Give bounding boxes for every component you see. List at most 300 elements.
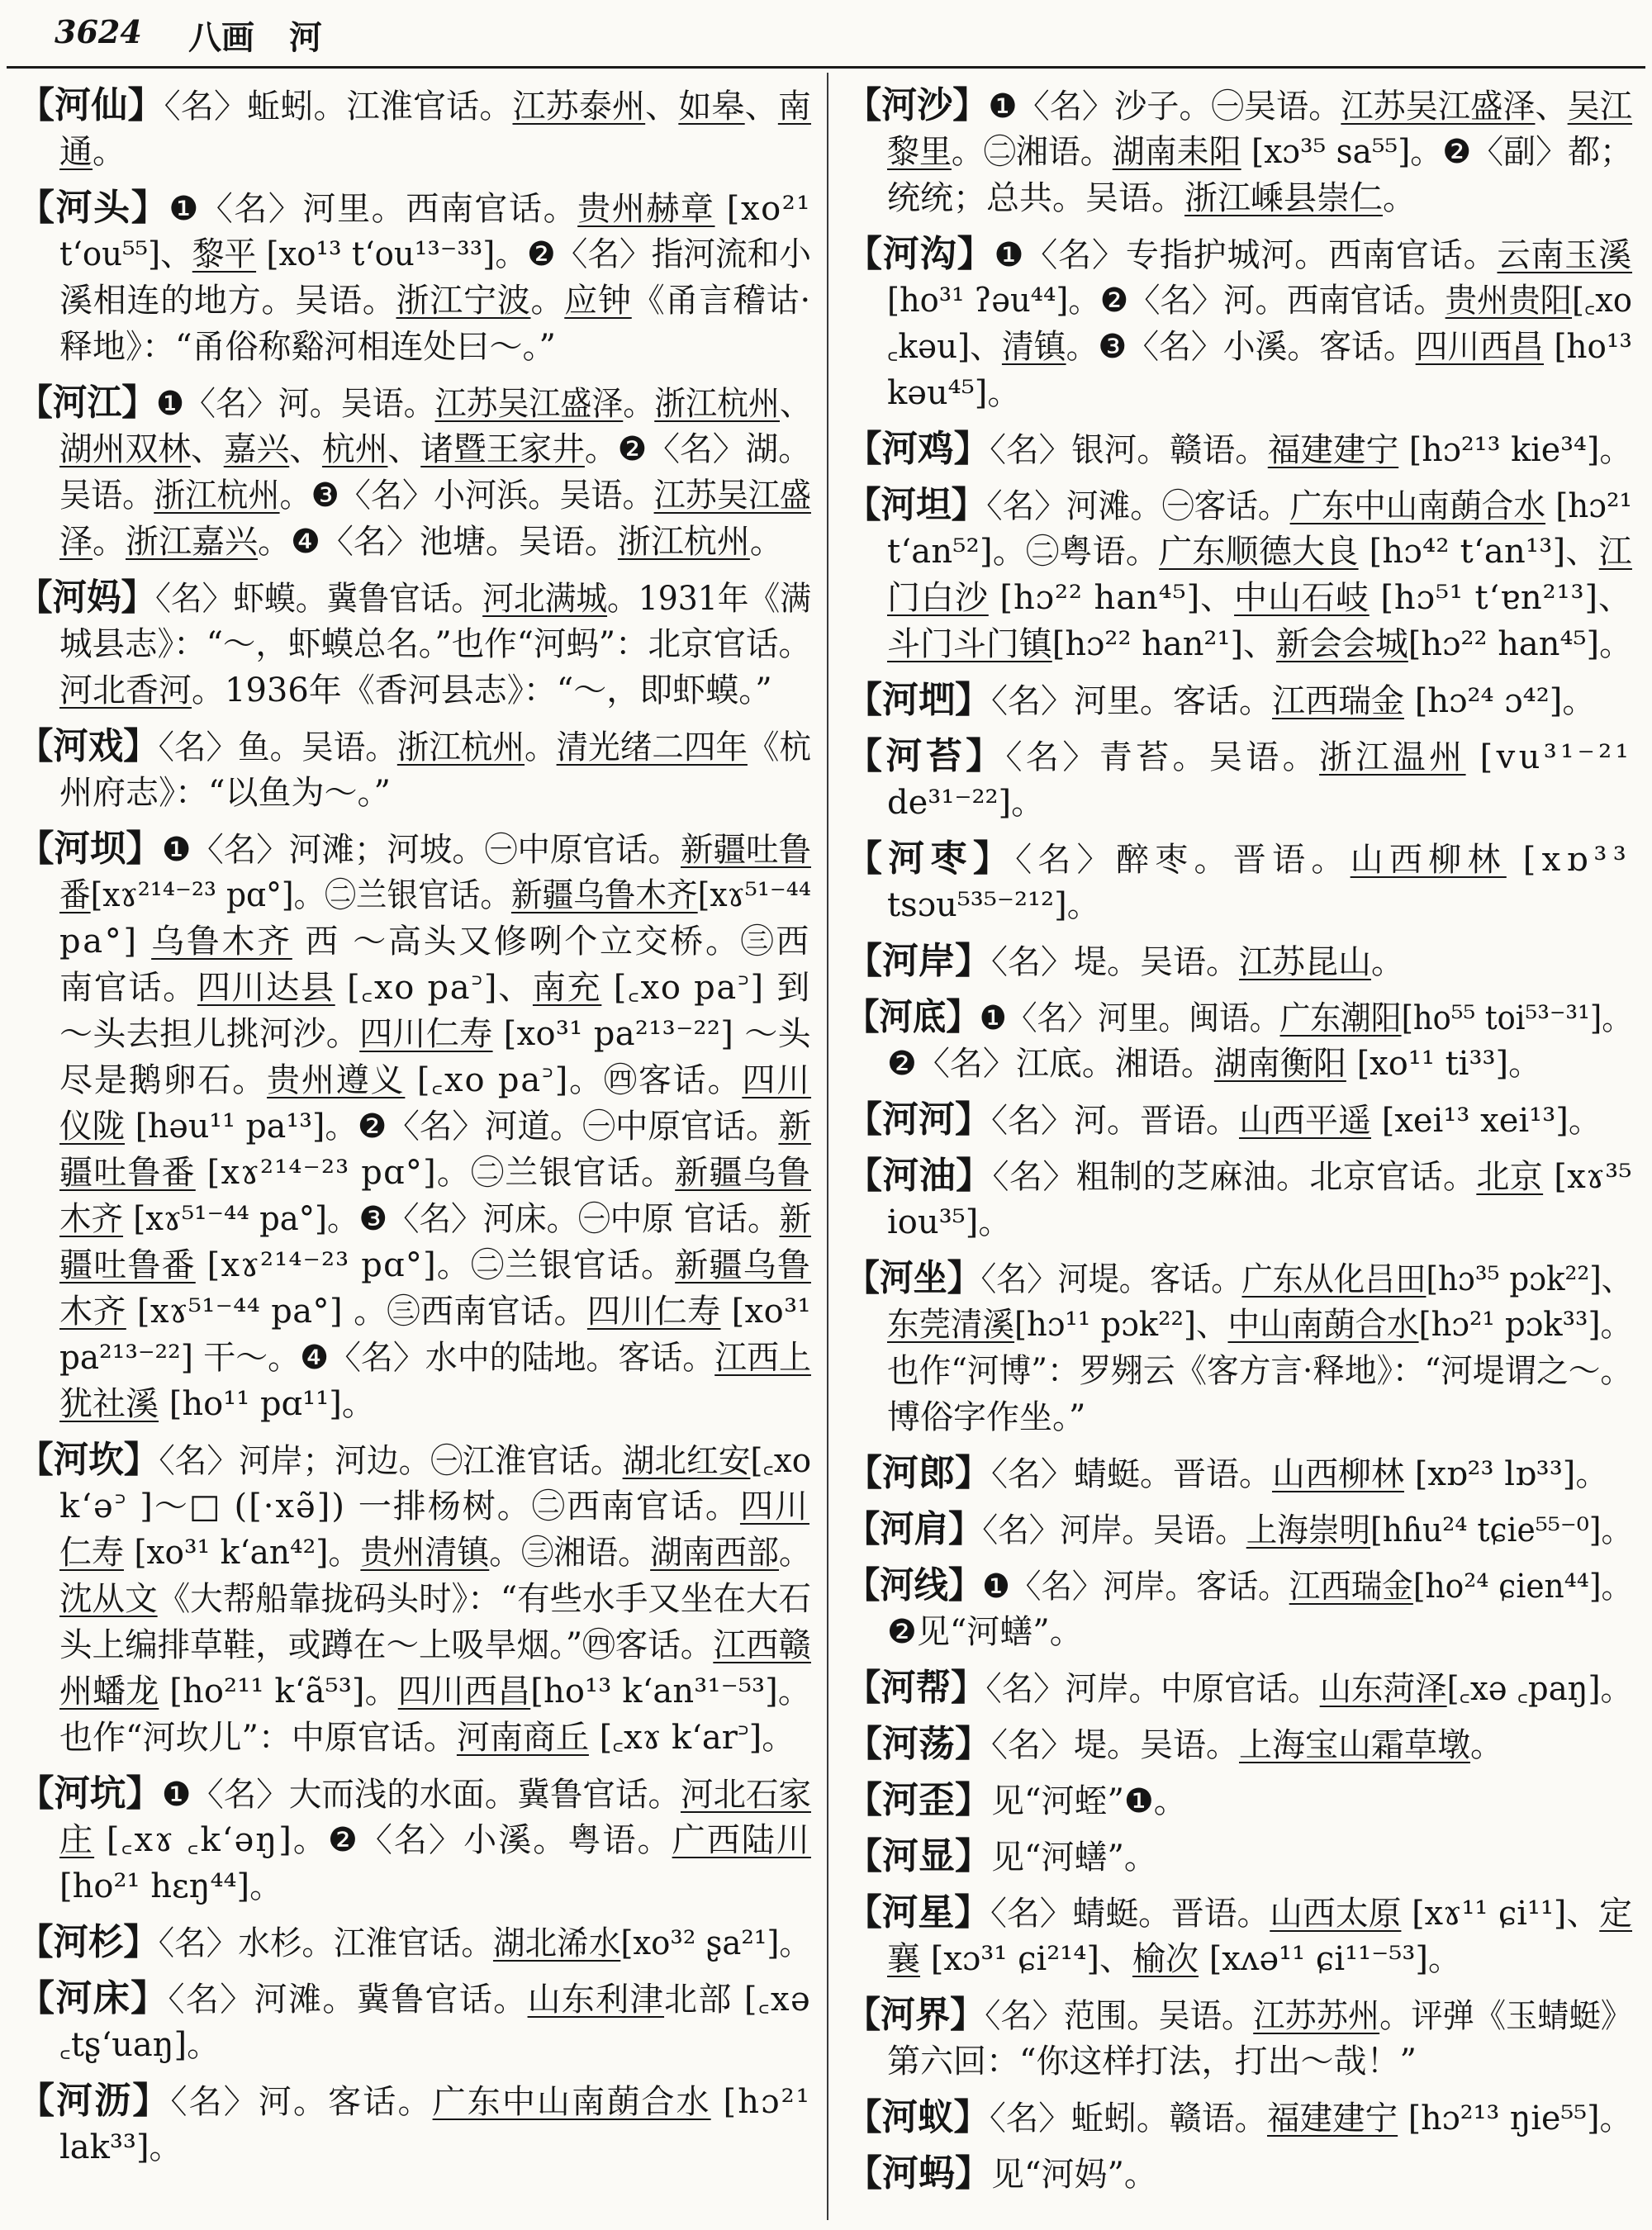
underlined-place-name: 清镇 [1001, 328, 1066, 366]
dictionary-entry [846, 1506, 1634, 1553]
underlined-place-name: 州蟠龙 [59, 1672, 159, 1710]
dictionary-entry [846, 2095, 1634, 2141]
headword: 【河鸡】 [846, 428, 990, 470]
headword: 【河妈】 [18, 576, 156, 619]
definition-text: 《大帮船靠拢码头时》：“有些水手又坐在大石 [157, 1580, 811, 1618]
definition-text: t‘an⁵²]。㊁粤语。 [887, 533, 1160, 571]
underlined-place-name: 四川达县 [197, 969, 335, 1007]
definition-text: ꜀tʂ‘uaŋ]。 [59, 2026, 221, 2064]
entry-line [59, 1381, 813, 1427]
line-content [846, 1834, 1157, 1880]
definition-text: [xʌə¹¹ ɕi¹¹⁻⁵³]。 [1198, 1940, 1461, 1978]
definition-text: 〈名〉银河。赣语。 [990, 431, 1268, 469]
entry-line [887, 780, 1634, 826]
line-content [59, 1622, 811, 1668]
definition-text: 。㊁湘语。 [951, 133, 1113, 171]
definition-text: [xɔ³¹ ɕi²¹⁴]、 [920, 1940, 1132, 1978]
line-content [59, 324, 556, 370]
line-content [846, 1665, 1632, 1711]
definition-text: ❶〈名〉河里。闽语。 [979, 999, 1280, 1037]
underlined-place-name: 广东中山南蓢合水 [432, 2083, 711, 2121]
definition-text: 溪相连的地方。吴语。 [59, 282, 396, 320]
entry-line [59, 472, 813, 519]
definition-text: [ho¹³ [1543, 328, 1632, 366]
definition-text: 也作“河坎儿”：中原官话。 [59, 1719, 457, 1757]
line-content [18, 575, 811, 621]
entry-line [59, 1057, 813, 1103]
entry-line [18, 2078, 813, 2124]
definition-text: [hɦu²⁴ tɕie⁵⁵⁻⁰]。 [1370, 1511, 1633, 1549]
definition-text: 。 [623, 385, 655, 423]
dictionary-entry [846, 938, 1634, 985]
definition-text: [vu³¹⁻²¹ [1465, 738, 1632, 776]
line-content [887, 175, 1416, 221]
definition-text: [hɔ²⁴ ɔ⁴²]。 [1404, 682, 1596, 720]
entry-line [18, 1771, 813, 1817]
dictionary-entry [846, 83, 1634, 221]
underlined-place-name: 仪陇 [59, 1108, 126, 1146]
dictionary-entry [846, 1777, 1634, 1824]
definition-text: [꜀xo pa꜄]。㊃客话。 [405, 1061, 743, 1099]
underlined-place-name: 四川 [739, 1487, 809, 1525]
underlined-place-name: 河南商丘 [456, 1719, 589, 1757]
underlined-place-name: 四川仁寿 [586, 1293, 721, 1331]
line-content [59, 1576, 811, 1622]
line-content [18, 380, 811, 426]
underlined-place-name: 杭州 [321, 430, 388, 468]
entry-line [59, 1196, 813, 1242]
entry-line [887, 129, 1634, 175]
line-content [846, 677, 1595, 724]
underlined-place-name: 门白沙 [887, 579, 989, 617]
definition-text: iou³⁵]。 [887, 1203, 1012, 1241]
definition-text: 见“河妈”。 [991, 2156, 1157, 2194]
underlined-place-name: 应钟 [564, 282, 632, 320]
entry-line [846, 1097, 1634, 1143]
page-header [0, 0, 1652, 66]
dictionary-entry [846, 2151, 1634, 2197]
entry-line [846, 1890, 1634, 1936]
definition-text: 见“河蛭”❶。 [991, 1782, 1187, 1820]
definition-text: 〈名〉河滩。㊀客话。 [986, 487, 1290, 525]
definition-text: 、 [744, 88, 778, 126]
entry-line [846, 1834, 1634, 1880]
underlined-place-name: 广东潮阳 [1279, 999, 1402, 1037]
definition-text: [ho¹¹ pɑ¹¹]。 [159, 1385, 375, 1423]
headword: 【河戏】 [18, 725, 159, 767]
underlined-place-name: 仁寿 [59, 1534, 124, 1572]
entry-line [59, 324, 813, 370]
underlined-place-name: 如皋 [678, 88, 745, 126]
definition-text: 北部 [꜀xə [664, 1981, 812, 2019]
headword: 【河沟】 [846, 233, 995, 275]
entry-line [59, 1622, 813, 1668]
definition-text: [ho³¹ ʔəu⁴⁴]。❷〈名〉河。西南官话。 [887, 282, 1446, 320]
definition-text: [xo³¹ [720, 1293, 811, 1331]
definition-text: 。❸〈名〉小河浜。吴语。 [279, 477, 654, 515]
entry-line [846, 836, 1634, 882]
entry-line [59, 667, 813, 714]
underlined-place-name: 云南玉溪 [1497, 236, 1633, 274]
line-content [887, 1199, 1011, 1245]
definition-text: 。❹〈名〉池塘。吴语。 [258, 523, 618, 561]
definition-text: 、 [190, 430, 224, 468]
headword: 【河坝】 [18, 828, 162, 870]
line-content [887, 370, 1020, 416]
headword: 【河床】 [18, 1977, 169, 2019]
definition-text: 。 [1371, 943, 1404, 981]
entry-line [59, 1817, 813, 1863]
header-rule [7, 66, 1645, 69]
definition-text: [hɔ²² han⁴⁵]。 [1408, 625, 1633, 663]
underlined-place-name: 江 [1598, 533, 1632, 571]
line-content [59, 472, 811, 519]
definition-text: 〈名〉水杉。江淮官话。 [158, 1924, 493, 1962]
dictionary-entry [18, 1919, 813, 1966]
line-content [18, 1919, 811, 1966]
definition-text: ❷见“河蟮”。 [887, 1613, 1083, 1651]
definition-text: ❶〈名〉河岸。客话。 [982, 1568, 1289, 1606]
underlined-place-name: 中山南蓢合水 [1227, 1306, 1419, 1344]
headword: 【河苔】 [846, 735, 1006, 777]
definition-text: [xɔ³⁵ sa⁵⁵]。❷〈副〉都； [1241, 133, 1633, 171]
definition-text: 尽是鹅卵石。 [59, 1061, 268, 1099]
underlined-place-name: 浙江宁波 [396, 282, 531, 320]
dictionary-entry [846, 1834, 1634, 1880]
definition-text: [xo¹³ t‘ou¹³⁻³³]。❷〈名〉指河流和小 [256, 235, 811, 273]
line-content [846, 994, 1632, 1041]
entry-line [846, 1506, 1634, 1553]
line-content [18, 724, 811, 770]
left-column [18, 83, 813, 2171]
entry-line [887, 1609, 1634, 1655]
dictionary-entry [846, 1255, 1634, 1440]
underlined-place-name: 湖北红安 [622, 1442, 751, 1480]
entry-line [846, 482, 1634, 529]
definition-text: 〈名〉河。客话。 [170, 2083, 433, 2121]
definition-text: 第六回：“你这样打法，打出～哉！” [887, 2043, 1417, 2081]
dictionary-entry [846, 1097, 1634, 1143]
entry-line [59, 872, 813, 918]
line-content [59, 129, 126, 175]
definition-text: 。 [93, 133, 126, 171]
line-content [846, 83, 1632, 129]
headword: 【河枣】 [846, 837, 1016, 880]
line-content [59, 1196, 811, 1242]
definition-text: [ho²¹ hɛŋ⁴⁴]。 [59, 1867, 283, 1905]
entry-line [59, 1530, 813, 1576]
definition-text: [xo³² ʂa²¹]。 [620, 1924, 811, 1962]
line-content [846, 938, 1404, 985]
line-content [18, 2078, 811, 2124]
line-content [887, 1936, 1461, 1982]
underlined-place-name: 上海宝山霜草墩 [1239, 1726, 1470, 1764]
definition-text: 、 [289, 430, 322, 468]
entry-line [846, 938, 1634, 985]
line-content [59, 918, 811, 965]
headword: 【河蚁】 [846, 2096, 990, 2138]
underlined-place-name: 襄 [887, 1940, 920, 1978]
entry-line [59, 1103, 813, 1150]
definition-text: 。1931年《满 [607, 580, 811, 618]
underlined-place-name: 湖南衡阳 [1213, 1045, 1346, 1083]
headword: 【河江】 [18, 382, 156, 424]
definition-text: 《杭 [747, 728, 812, 766]
line-content [59, 965, 811, 1011]
entry-line [846, 677, 1634, 724]
definition-text: [xɤ²¹⁴⁻²³ pɑ°]。㊁兰银官话。 [195, 1246, 676, 1284]
entry-line [18, 575, 813, 621]
underlined-place-name: 榆次 [1132, 1940, 1199, 1978]
definition-text: ❶〈名〉河滩；河坡。㊀中原官话。 [161, 831, 681, 869]
definition-text: [hɔ²² han²¹]、 [1051, 625, 1276, 663]
entry-line [59, 965, 813, 1011]
underlined-place-name: 新 [778, 1108, 811, 1146]
underlined-place-name: 贵州遵义 [267, 1061, 406, 1099]
line-content [59, 2022, 220, 2068]
headword: 【河蚂】 [846, 2152, 991, 2194]
underlined-place-name: 山东菏泽 [1319, 1670, 1447, 1708]
entry-line [846, 83, 1634, 129]
definition-text: 。 [779, 1534, 811, 1572]
underlined-place-name: 湖南耒阳 [1112, 133, 1241, 171]
definition-text: [ho¹³ k‘an³¹⁻⁵³]。 [530, 1672, 812, 1710]
definition-text: pa²¹³⁻²²] 干～。❹〈名〉水中的陆地。客话。 [59, 1339, 715, 1377]
line-content [846, 231, 1632, 278]
definition-text: [hɔ²¹ pɔk³³]。 [1418, 1306, 1633, 1344]
underlined-place-name: 新疆乌鲁木齐 [510, 876, 698, 914]
line-content [887, 575, 1632, 621]
dictionary-entry [846, 1450, 1634, 1497]
definition-text: 吴语。 [59, 477, 154, 515]
line-content [59, 872, 811, 918]
definition-text: tsɔu⁵³⁵⁻²¹²]。 [887, 886, 1100, 924]
entry-line [59, 1335, 813, 1381]
headword: 【河沥】 [18, 2080, 171, 2122]
entry-line [59, 621, 813, 667]
line-content [18, 1437, 811, 1483]
underlined-place-name: 黎里 [887, 133, 952, 171]
dictionary-entry [18, 2078, 813, 2171]
column-divider [827, 73, 828, 2220]
line-content [887, 882, 1100, 928]
underlined-place-name: 江苏泰州 [512, 88, 646, 126]
definition-text: [xɤ⁵¹⁻⁴⁴ pa°] 。㊂西南官话。 [126, 1293, 587, 1331]
line-content [887, 529, 1632, 575]
underlined-place-name: 江苏昆山 [1239, 943, 1371, 981]
definition-text: [꜀xo pa꜄]、 [335, 969, 533, 1007]
definition-text: [xɤ²¹⁴⁻²³ pɑ°]。㊁兰银官话。 [90, 876, 511, 914]
radical-heading: 河 [289, 18, 322, 57]
definition-text: 见“河蟮”。 [991, 1839, 1157, 1877]
headword: 【河河】 [846, 1098, 991, 1141]
underlined-place-name: 湖州双林 [59, 430, 191, 468]
underlined-place-name: 嘉兴 [223, 430, 290, 468]
headword: 【河杉】 [18, 1921, 159, 1963]
definition-text: [꜀xo pa꜄] 到 [601, 969, 811, 1007]
entry-line [887, 2038, 1634, 2085]
underlined-place-name: 新疆乌鲁 [675, 1154, 811, 1192]
definition-text: 〈名〉蚯蚓。赣语。 [989, 2100, 1268, 2137]
line-content [846, 2095, 1632, 2141]
definition-text: [xɤ⁵¹⁻⁴⁴ [697, 876, 811, 914]
underlined-place-name: 庄 [59, 1821, 95, 1859]
underlined-place-name: 吴江 [1567, 88, 1633, 126]
entry-line [887, 882, 1634, 928]
definition-text: [xɒ³³ [1506, 841, 1633, 879]
entry-line [59, 231, 813, 278]
entry-line [846, 1153, 1634, 1199]
underlined-place-name: 河北香河 [59, 671, 192, 709]
headword: 【河荡】 [846, 1723, 991, 1765]
line-content [887, 278, 1632, 324]
line-content [846, 1777, 1187, 1824]
underlined-place-name: 新 [779, 1200, 811, 1238]
definition-text: ❷〈名〉江底。湘语。 [887, 1045, 1214, 1083]
underlined-place-name: 新疆乌鲁 [675, 1246, 811, 1284]
line-content [59, 1483, 809, 1530]
definition-text: [xo³¹ k‘an⁴²]。 [123, 1534, 361, 1572]
definition-text: 头上编排草鞋，或蹲在～上吸旱烟。”㊃客话。 [59, 1626, 714, 1664]
underlined-place-name: 浙江杭州 [396, 728, 525, 766]
entry-line [59, 1715, 813, 1761]
dictionary-entry [18, 826, 813, 1427]
underlined-place-name: 浙江嵊县崇仁 [1184, 179, 1383, 217]
underlined-place-name: 福建建宁 [1267, 431, 1399, 469]
line-content [59, 2124, 183, 2171]
line-content [887, 1348, 1632, 1394]
entry-line [846, 1721, 1634, 1767]
dictionary-entry [18, 185, 813, 370]
definition-text: k‘ə꜄ ]～□ ([·xə̃]) 一排杨树。㊁西南官话。 [59, 1487, 740, 1525]
underlined-place-name: 四川 [742, 1061, 812, 1099]
headword: 【河岸】 [846, 940, 991, 982]
line-content [59, 1288, 811, 1335]
line-content [59, 1715, 795, 1761]
definition-text: 〈名〉蚯蚓。江淮官话。 [164, 88, 513, 126]
line-content [887, 1041, 1541, 1087]
entry-line [18, 1976, 813, 2022]
underlined-place-name: 疆吐鲁番 [59, 1246, 196, 1284]
entry-line [18, 185, 813, 231]
dictionary-entry [846, 1665, 1634, 1711]
line-content [846, 1563, 1632, 1609]
dictionary-entry [18, 575, 813, 714]
headword: 【河显】 [846, 1835, 991, 1877]
definition-text: 〈名〉河堤。客话。 [980, 1260, 1242, 1298]
dictionary-entry [846, 1992, 1634, 2085]
entry-line [59, 1483, 813, 1530]
page-number: 3624 [55, 13, 142, 50]
entry-line [59, 1288, 813, 1335]
entry-line [846, 1255, 1634, 1302]
underlined-place-name: 山东利津 [527, 1981, 665, 2019]
entry-line [887, 1394, 1634, 1440]
definition-text: [hɔ⁴² t‘an¹³]、 [1358, 533, 1599, 571]
entry-line [59, 129, 813, 175]
definition-text: pa°] [59, 923, 152, 961]
definition-text: 。 [1470, 1726, 1503, 1764]
line-content [59, 1668, 811, 1715]
entry-line [846, 1450, 1634, 1497]
entry-line [887, 175, 1634, 221]
dictionary-entry [846, 1563, 1634, 1655]
line-content [59, 1381, 375, 1427]
entry-line [59, 1576, 813, 1622]
definition-text: kəu⁴⁵]。 [887, 374, 1021, 412]
line-content [59, 231, 811, 278]
entry-line [846, 733, 1634, 780]
underlined-place-name: 浙江嘉兴 [126, 523, 258, 561]
underlined-place-name: 四川西昌 [1415, 328, 1544, 366]
line-content [846, 426, 1632, 472]
entry-line [887, 370, 1634, 416]
line-content [59, 519, 783, 565]
underlined-place-name: 江苏吴江盛泽 [434, 385, 624, 423]
line-content [59, 667, 772, 714]
definition-text: [xɒ²³ lɒ³³]。 [1404, 1455, 1609, 1493]
line-content [59, 1011, 811, 1057]
definition-text: [xei¹³ xei¹³]。 [1371, 1102, 1602, 1140]
underlined-place-name: 河北满城 [482, 580, 608, 618]
definition-text: 、 [387, 430, 421, 468]
definition-text: [ho²⁴ ɕien⁴⁴]。 [1412, 1568, 1633, 1606]
headword: 【河坦】 [846, 484, 987, 526]
line-content [846, 1450, 1608, 1497]
entry-line [887, 621, 1634, 667]
line-content [846, 836, 1632, 882]
underlined-place-name: 疆吐鲁番 [59, 1154, 196, 1192]
underlined-place-name: 江西赣 [713, 1626, 811, 1664]
entry-line [59, 426, 813, 472]
line-content [59, 1242, 811, 1288]
underlined-place-name: 广东中山南蓢合水 [1289, 487, 1546, 525]
line-content [18, 83, 811, 129]
definition-text: 。㊂湘语。 [489, 1534, 651, 1572]
definition-text: [ho²¹¹ k‘ã⁵³]。 [159, 1672, 398, 1710]
line-content [59, 1863, 282, 1910]
underlined-place-name: 中山石岐 [1234, 579, 1370, 617]
definition-text: 。 [93, 523, 126, 561]
definition-text: ～头去担儿挑河沙。 [59, 1015, 360, 1053]
underlined-place-name: 江西上 [714, 1339, 811, 1377]
dictionary-entry [18, 1771, 813, 1910]
underlined-place-name: 山西太原 [1270, 1895, 1402, 1933]
headword: 【河界】 [846, 1994, 985, 2036]
entry-line [887, 1199, 1634, 1245]
line-content [59, 426, 811, 472]
definition-text: 。 [525, 728, 557, 766]
definition-text: ❶〈名〉专指护城河。西南官话。 [994, 236, 1498, 274]
line-content [59, 1103, 811, 1150]
definition-text: de³¹⁻²²]。 [887, 784, 1045, 822]
dictionary-entry [846, 231, 1634, 416]
dictionary-entry [846, 836, 1634, 928]
line-content [18, 1976, 811, 2022]
definition-text: 〈名〉河岸；河边。㊀江淮官话。 [159, 1442, 623, 1480]
underlined-place-name: 通 [59, 133, 93, 171]
dictionary-entry [846, 1721, 1634, 1767]
underlined-place-name: 贵州贵阳 [1445, 282, 1573, 320]
definition-text: [hɔ²¹³ kie³⁴]。 [1398, 431, 1632, 469]
line-content [59, 621, 811, 667]
entry-line [887, 324, 1634, 370]
definition-text: [xɤ¹¹ ɕi¹¹]、 [1401, 1895, 1600, 1933]
line-content [846, 1255, 1632, 1302]
definition-text: 〈名〉青苔。吴语。 [1005, 738, 1320, 776]
definition-text: 〈名〉堤。吴语。 [991, 943, 1239, 981]
definition-text: ❶〈名〉河里。西南官话。 [169, 190, 578, 228]
